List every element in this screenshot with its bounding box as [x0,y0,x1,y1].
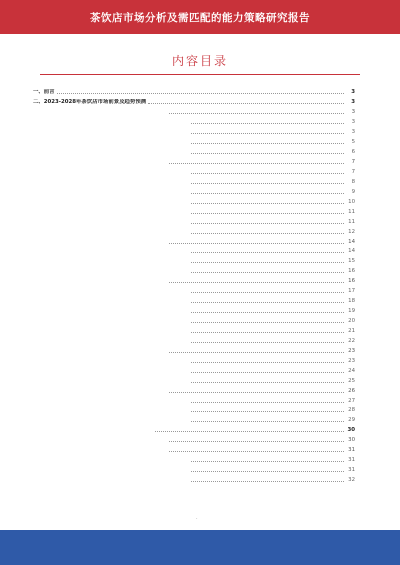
toc-entry-level-2[interactable] [33,344,355,354]
toc-entry-level-3[interactable] [33,185,355,195]
toc-entry-page-number: 24 [348,367,355,374]
toc-entry-level-2[interactable] [33,434,355,444]
toc-entry-page-number: 20 [348,318,355,324]
toc-entry-page-number: 7 [351,159,355,165]
toc-entry-level-3[interactable] [33,454,355,464]
toc-entry-level-3[interactable] [33,166,355,176]
toc-dot-leader [191,461,344,462]
toc-dot-leader [191,421,344,422]
toc-entry-page-number: 8 [351,178,355,185]
toc-dot-leader [191,123,344,124]
toc-entry-page-number: 11 [348,218,355,225]
toc-entry-level-3[interactable] [33,126,355,136]
toc-dot-leader [191,332,344,333]
toc-dot-leader [191,193,344,194]
toc-dot-leader [169,163,344,164]
toc-dot-leader [191,312,344,313]
toc-dot-leader [191,402,344,403]
toc-entry-level-3[interactable] [33,474,355,484]
toc-entry-level-3[interactable] [33,364,355,374]
toc-entry-level-3[interactable] [33,255,355,265]
toc-entry-page-number: 32 [348,477,355,483]
toc-entry-page-number: 27 [348,397,355,404]
toc-dot-leader [191,372,344,373]
toc-entry-level-3[interactable] [33,305,355,315]
toc-dot-leader [191,302,344,303]
toc-dot-leader [191,173,344,174]
toc-entry-page-number: 3 [351,89,355,96]
toc-entry-label: 二、2023-2028年茶饮店市场前景及趋势预测 [33,99,147,106]
toc-dot-leader [191,183,344,184]
toc-dot-leader [191,292,344,293]
toc-entry-page-number: 11 [348,208,355,215]
toc-entry-level-2[interactable] [33,444,355,454]
toc-entry-level-3[interactable] [33,116,355,126]
toc-entry-page-number: 16 [348,268,355,275]
toc-entry-level-2[interactable] [33,235,355,245]
toc-dot-leader [191,252,344,253]
toc-dot-leader [191,362,344,363]
toc-dot-leader [191,153,344,154]
toc-dot-leader [191,262,344,263]
toc-dot-leader [191,481,344,482]
toc-dot-leader [191,143,344,144]
toc-entry-page-number: 9 [351,188,355,195]
toc-entry-page-number: 12 [348,228,355,235]
toc-entry-page-number: 10 [348,198,355,205]
toc-dot-leader [169,451,344,452]
page-number-marker: · [196,516,198,522]
toc-entry-level-3[interactable] [33,295,355,305]
toc-entry-level-2[interactable] [33,106,355,116]
toc-entry-page-number: 21 [348,327,355,334]
toc-entry-page-number: 25 [348,377,355,384]
report-header-band [0,0,400,34]
toc-entry-level-2[interactable] [33,156,355,166]
toc-entry-level-3[interactable] [33,285,355,295]
toc-entry-level-2[interactable] [33,275,355,285]
toc-heading: 内容目录 [171,54,228,68]
toc-entry-page-number: 31 [348,447,355,454]
toc-entry-level-3[interactable] [33,136,355,146]
toc-dot-leader [191,471,344,472]
toc-entry-page-number: 15 [348,258,355,265]
toc-entry-level-3[interactable] [33,464,355,474]
toc-entry-level-1[interactable] [33,96,355,106]
toc-dot-leader [191,272,344,273]
toc-entry-level-3[interactable] [33,245,355,255]
toc-entry-page-number: 30 [347,427,355,434]
toc-entry-page-number: 16 [348,278,355,285]
toc-entry-level-3[interactable] [33,175,355,185]
toc-dot-leader [155,431,344,432]
toc-entry-level-3[interactable] [33,414,355,424]
toc-entry-page-number: 6 [351,149,355,156]
toc-entry-level-1[interactable] [33,424,355,434]
toc-entry-level-1[interactable] [33,86,355,96]
toc-dot-leader [148,103,344,104]
toc-dot-leader [191,213,344,214]
toc-entry-page-number: 7 [351,168,355,175]
toc-entry-page-number: 3 [351,129,355,136]
toc-dot-leader [169,113,344,114]
toc-dot-leader [191,322,344,323]
toc-entry-level-3[interactable] [33,354,355,364]
toc-entry-label: 一、前言 [33,89,55,96]
toc-entry-page-number: 23 [348,357,355,364]
toc-dot-leader [191,203,344,204]
toc-entry-page-number: 26 [348,387,355,394]
toc-dot-leader [169,441,344,442]
toc-entry-page-number: 23 [348,347,355,354]
toc-entry-page-number: 30 [348,437,355,444]
toc-entry-level-3[interactable] [33,215,355,225]
toc-entry-level-3[interactable] [33,195,355,205]
toc-entry-level-3[interactable] [33,315,355,325]
toc-entry-level-3[interactable] [33,325,355,335]
report-footer-band [0,530,400,565]
toc-heading-rule [40,74,360,75]
toc-entry-level-2[interactable] [33,384,355,394]
toc-entry-page-number: 28 [348,407,355,414]
toc-entry-level-3[interactable] [33,404,355,414]
toc-dot-leader [191,223,344,224]
toc-entry-level-3[interactable] [33,374,355,384]
toc-dot-leader [191,133,344,134]
toc-entry-page-number: 14 [348,248,355,255]
toc-entry-page-number: 3 [351,99,355,106]
toc-entry-level-3[interactable] [33,265,355,275]
toc-entry-page-number: 3 [351,109,355,116]
report-title: 茶饮店市场分析及需匹配的能力策略研究报告 [90,11,310,24]
toc-entry-page-number: 17 [348,288,355,295]
toc-entry-page-number: 31 [348,467,355,474]
table-of-contents [33,86,355,484]
toc-dot-leader [191,342,344,343]
toc-entry-level-3[interactable] [33,205,355,215]
toc-entry-page-number: 31 [348,457,355,464]
toc-entry-level-3[interactable] [33,225,355,235]
toc-entry-page-number: 29 [348,417,355,424]
toc-entry-page-number: 18 [348,298,355,305]
toc-dot-leader [169,243,344,244]
toc-entry-page-number: 5 [351,139,355,146]
toc-dot-leader [191,382,344,383]
toc-dot-leader [191,411,344,412]
toc-entry-page-number: 3 [351,119,355,126]
toc-entry-page-number: 14 [348,238,355,245]
toc-dot-leader [57,93,344,94]
toc-entry-level-3[interactable] [33,334,355,344]
toc-dot-leader [169,282,344,283]
toc-entry-level-3[interactable] [33,394,355,404]
toc-entry-level-3[interactable] [33,146,355,156]
toc-dot-leader [169,352,344,353]
toc-entry-page-number: 19 [348,308,355,315]
toc-dot-leader [169,392,344,393]
toc-dot-leader [191,233,344,234]
toc-entry-page-number: 22 [348,337,355,344]
